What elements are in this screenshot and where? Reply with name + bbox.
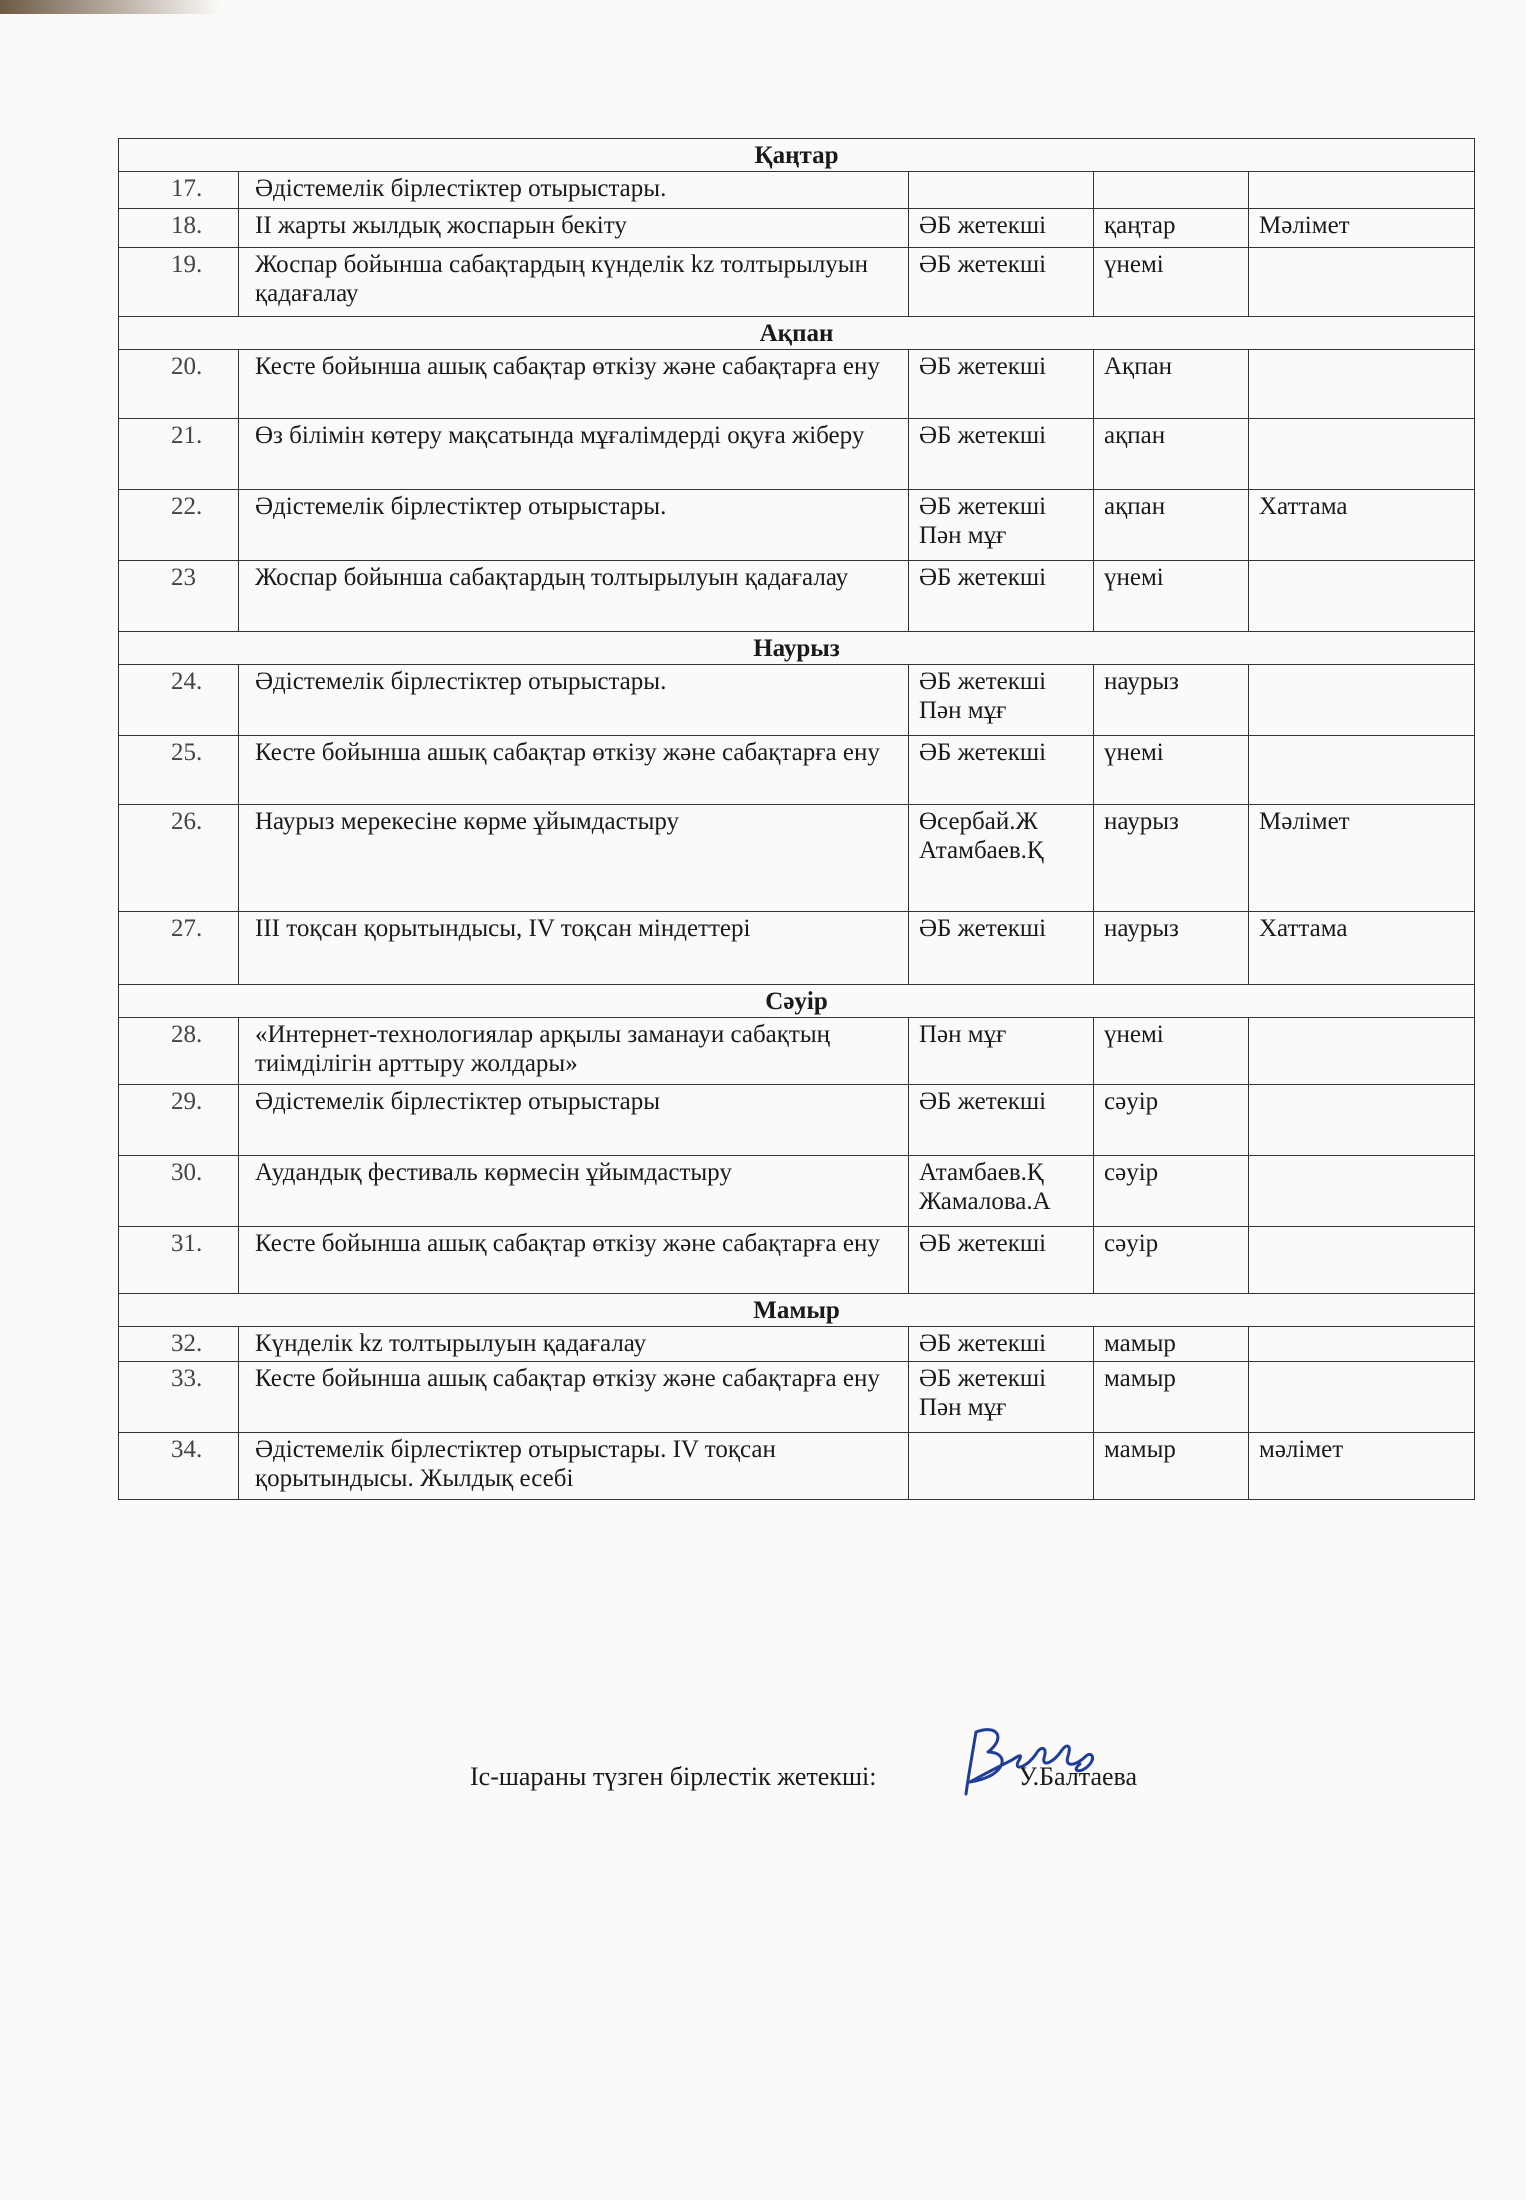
output-cell	[1249, 1018, 1475, 1085]
task-cell: Әдістемелік бірлестіктер отырыстары.	[239, 490, 909, 561]
term-cell: мамыр	[1094, 1327, 1249, 1362]
work-plan-table	[118, 138, 1475, 1500]
responsible-cell: ӘБ жетекші Пән мұғ	[909, 665, 1094, 736]
row-number: 33.	[119, 1362, 239, 1433]
row-number: 25.	[119, 736, 239, 805]
task-cell: Әдістемелік бірлестіктер отырыстары	[239, 1085, 909, 1156]
month-header-row	[119, 985, 1475, 1018]
output-cell: Хаттама	[1249, 912, 1475, 985]
output-cell	[1249, 1156, 1475, 1227]
row-number: 23	[119, 561, 239, 632]
term-cell: сәуір	[1094, 1227, 1249, 1294]
signatory-name: У.Балтаева	[1018, 1762, 1138, 1791]
output-cell	[1249, 350, 1475, 419]
responsible-cell: ӘБ жетекші	[909, 419, 1094, 490]
table-row	[119, 209, 1475, 248]
row-number: 21.	[119, 419, 239, 490]
task-cell: ІІІ тоқсан қорытындысы, ІV тоқсан міндеттері	[239, 912, 909, 985]
output-cell	[1249, 561, 1475, 632]
row-number: 20.	[119, 350, 239, 419]
month-header-row	[119, 139, 1475, 172]
work-plan-body	[119, 139, 1475, 1500]
term-cell: үнемі	[1094, 561, 1249, 632]
task-cell: Наурыз мерекесіне көрме ұйымдастыру	[239, 805, 909, 912]
responsible-cell: Өсербай.Ж Атамбаев.Қ	[909, 805, 1094, 912]
table-row	[119, 736, 1475, 805]
term-cell: мамыр	[1094, 1362, 1249, 1433]
row-number: 19.	[119, 248, 239, 317]
output-cell	[1249, 248, 1475, 317]
table-row	[119, 665, 1475, 736]
output-cell	[1249, 1085, 1475, 1156]
responsible-cell: ӘБ жетекші	[909, 1327, 1094, 1362]
table-row	[119, 350, 1475, 419]
output-cell: Хаттама	[1249, 490, 1475, 561]
output-cell	[1249, 1227, 1475, 1294]
output-cell	[1249, 736, 1475, 805]
task-cell: Кесте бойынша ашық сабақтар өткізу және сабақтарға ену	[239, 350, 909, 419]
term-cell: мамыр	[1094, 1433, 1249, 1500]
term-cell: Ақпан	[1094, 350, 1249, 419]
table-row	[119, 172, 1475, 209]
month-header: Наурыз	[119, 632, 1475, 665]
term-cell: сәуір	[1094, 1085, 1249, 1156]
term-cell: ақпан	[1094, 419, 1249, 490]
term-cell: үнемі	[1094, 248, 1249, 317]
task-cell: Кесте бойынша ашық сабақтар өткізу және сабақтарға ену	[239, 1362, 909, 1433]
responsible-cell	[909, 172, 1094, 209]
task-cell: Кесте бойынша ашық сабақтар өткізу және сабақтарға ену	[239, 1227, 909, 1294]
task-cell: ІІ жарты жылдық жоспарын бекіту	[239, 209, 909, 248]
month-header: Мамыр	[119, 1294, 1475, 1327]
table-row	[119, 1227, 1475, 1294]
row-number: 26.	[119, 805, 239, 912]
row-number: 18.	[119, 209, 239, 248]
task-cell: Жоспар бойынша сабақтардың күнделік kz толтырылуын қадағалау	[239, 248, 909, 317]
term-cell: үнемі	[1094, 1018, 1249, 1085]
term-cell	[1094, 172, 1249, 209]
responsible-cell: ӘБ жетекші	[909, 350, 1094, 419]
table-row	[119, 1018, 1475, 1085]
month-header-row	[119, 1294, 1475, 1327]
row-number: 32.	[119, 1327, 239, 1362]
term-cell: үнемі	[1094, 736, 1249, 805]
row-number: 28.	[119, 1018, 239, 1085]
task-cell: Әдістемелік бірлестіктер отырыстары.	[239, 172, 909, 209]
handwritten-signature	[958, 1716, 1108, 1806]
output-cell: мәлімет	[1249, 1433, 1475, 1500]
table-row	[119, 1362, 1475, 1433]
task-cell: Кесте бойынша ашық сабақтар өткізу және сабақтарға ену	[239, 736, 909, 805]
table-row	[119, 419, 1475, 490]
table-row	[119, 490, 1475, 561]
output-cell	[1249, 419, 1475, 490]
table-row	[119, 1156, 1475, 1227]
responsible-cell: ӘБ жетекші	[909, 209, 1094, 248]
output-cell	[1249, 1327, 1475, 1362]
term-cell: наурыз	[1094, 805, 1249, 912]
responsible-cell: ӘБ жетекші	[909, 1085, 1094, 1156]
table-row	[119, 561, 1475, 632]
responsible-cell: Атамбаев.Қ Жамалова.А	[909, 1156, 1094, 1227]
row-number: 34.	[119, 1433, 239, 1500]
term-cell: қаңтар	[1094, 209, 1249, 248]
term-cell: наурыз	[1094, 912, 1249, 985]
responsible-cell	[909, 1433, 1094, 1500]
month-header: Қаңтар	[119, 139, 1475, 172]
task-cell: Әдістемелік бірлестіктер отырыстары. ІV тоқсан қорытындысы. Жылдық есебі	[239, 1433, 909, 1500]
row-number: 17.	[119, 172, 239, 209]
responsible-cell: ӘБ жетекші	[909, 1227, 1094, 1294]
term-cell: ақпан	[1094, 490, 1249, 561]
task-cell: Күнделік kz толтырылуын қадағалау	[239, 1327, 909, 1362]
month-header-row	[119, 632, 1475, 665]
table-row	[119, 1327, 1475, 1362]
term-cell: наурыз	[1094, 665, 1249, 736]
output-cell: Мәлімет	[1249, 209, 1475, 248]
month-header: Ақпан	[119, 317, 1475, 350]
responsible-cell: ӘБ жетекші Пән мұғ	[909, 490, 1094, 561]
table-row	[119, 912, 1475, 985]
task-cell: Жоспар бойынша сабақтардың толтырылуын қадағалау	[239, 561, 909, 632]
responsible-cell: ӘБ жетекші	[909, 736, 1094, 805]
responsible-cell: Пән мұғ	[909, 1018, 1094, 1085]
term-cell: сәуір	[1094, 1156, 1249, 1227]
output-cell	[1249, 665, 1475, 736]
output-cell	[1249, 1362, 1475, 1433]
task-cell: Әдістемелік бірлестіктер отырыстары.	[239, 665, 909, 736]
row-number: 30.	[119, 1156, 239, 1227]
table-row	[119, 248, 1475, 317]
task-cell: Аудандық фестиваль көрмесін ұйымдастыру	[239, 1156, 909, 1227]
task-cell: «Интернет-технологиялар арқылы заманауи сабақтың тиімділігін арттыру жолдары»	[239, 1018, 909, 1085]
row-number: 31.	[119, 1227, 239, 1294]
output-cell	[1249, 172, 1475, 209]
month-header: Сәуір	[119, 985, 1475, 1018]
responsible-cell: ӘБ жетекші	[909, 912, 1094, 985]
signature-label: Іс-шараны түзген бірлестік жетекші:	[470, 1762, 877, 1791]
task-cell: Өз білімін көтеру мақсатында мұғалімдерді оқуға жіберу	[239, 419, 909, 490]
month-header-row	[119, 317, 1475, 350]
page-corner-shadow	[0, 0, 220, 14]
responsible-cell: ӘБ жетекші Пән мұғ	[909, 1362, 1094, 1433]
row-number: 24.	[119, 665, 239, 736]
row-number: 29.	[119, 1085, 239, 1156]
responsible-cell: ӘБ жетекші	[909, 561, 1094, 632]
row-number: 27.	[119, 912, 239, 985]
responsible-cell: ӘБ жетекші	[909, 248, 1094, 317]
table-row	[119, 805, 1475, 912]
row-number: 22.	[119, 490, 239, 561]
output-cell: Мәлімет	[1249, 805, 1475, 912]
table-row	[119, 1433, 1475, 1500]
table-row	[119, 1085, 1475, 1156]
